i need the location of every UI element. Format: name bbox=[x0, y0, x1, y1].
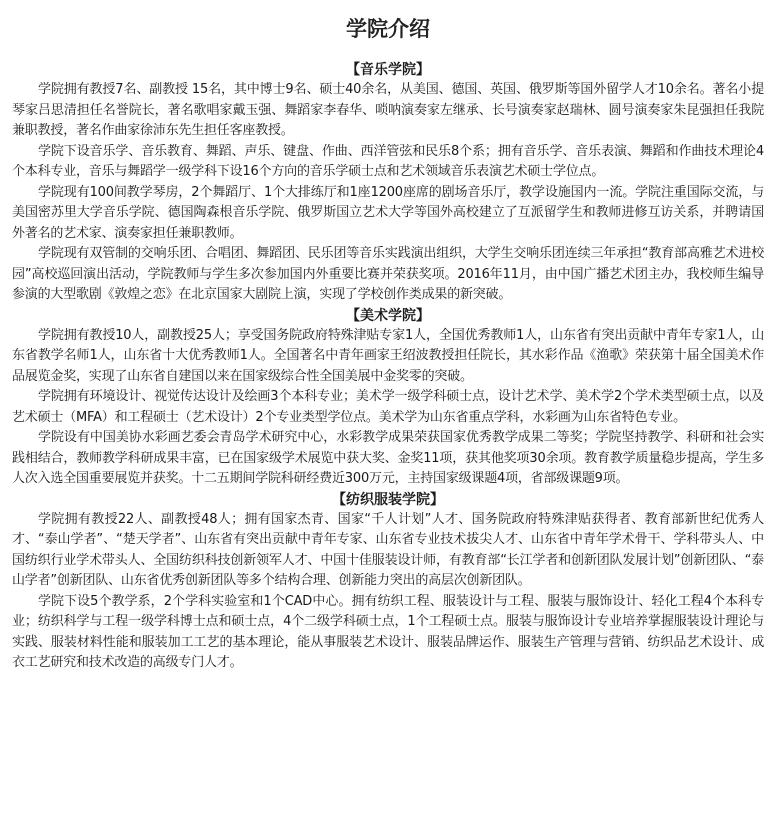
page-title: 学院介绍 bbox=[346, 17, 430, 41]
section-heading-textile-fashion: 【纺织服装学院】 bbox=[332, 491, 444, 508]
textile-paragraph-1: 学院拥有教授22人、副教授48人；拥有国家杰青、国家“千人计划”人才、国务院政府特殊津贴获得者、教育部新世纪优秀人才、“泰山学者”、“楚天学者”、山东省有突出贡献中青年专家、山东省专业技术拔尖人才、山东省中青年学术骨干、学科带头人、中国纺织行业学术带头人、全国纺织科技创新领军人才、中国十佳服装设计师，有教育部“长江学者和创新团队发展计划”创新团队、“泰山学者”创新团队、山东省优秀创新团队等多个结构合理、创新能力突出的高层次创新团队。 bbox=[12, 511, 764, 588]
section-heading-fine-arts: 【美术学院】 bbox=[346, 307, 430, 324]
fine-arts-paragraph-1: 学院拥有教授10人，副教授25人；享受国务院政府特殊津贴专家1人，全国优秀教师1人，山东省有突出贡献中青年专家1人，山东省教学名师1人，山东省十大优秀教师1人。全国著名中青年画家王绍波教授担任院长，其水彩作品《渔歌》荣获第十届全国美术作品展览金奖，实现了山东省自建国以来在国家级综合性全国美展中金奖零的突破。 bbox=[12, 327, 764, 384]
fine-arts-paragraph-3: 学院设有中国美协水彩画艺委会青岛学术研究中心，水彩教学成果荣获国家优秀教学成果二等奖；学院坚持教学、科研和社会实践相结合，教师教学科研成果丰富，已在国家级学术展览中获大奖、金奖11项，获其他奖项30余项。教育教学质量稳步提高，学生多人次入选全国重要展览并获奖。十二五期间学院科研经费近300万元，主持国家级课题4项，省部级课题9项。 bbox=[12, 430, 764, 486]
textile-paragraph-2: 学院下设5个教学系，2个学科实验室和1个CAD中心。拥有纺织工程、服装设计与工程、服装与服饰设计、轻化工程4个本科专业；纺织科学与工程一级学科博士点和硕士点，4个二级学科硕士点，1个工程硕士点。服装与服饰设计专业培养掌握服装设计理论与实践、服装材料性能和服装加工工艺的基本理论，能从事服装艺术设计、服装品牌运作、服装生产管理与营销、纺织品艺术设计、成衣工艺研究和技术改造的高级专门人才。 bbox=[12, 593, 764, 670]
music-paragraph-4: 学院现有双管制的交响乐团、合唱团、舞蹈团、民乐团等音乐实践演出组织，大学生交响乐团连续三年承担“教育部高雅艺术进校园”高校巡回演出活动，学院教师与学生多次参加国内外重要比赛并荣获奖项。2016年11月，由中国广播艺术团主办，我校师生编导参演的大型歌剧《敦煌之恋》在北京国家大剧院上演，实现了学校创作类成果的新突破。 bbox=[12, 246, 764, 302]
music-paragraph-1: 学院拥有教授7名、副教授 15名，其中博士9名、硕士40余名，从美国、德国、英国、俄罗斯等国外留学人才10余名。著名小提琴家吕思清担任名誉院长，著名歌唱家戴玉强、舞蹈家李春华、唢呐演奏家左继承、长号演奏家赵瑞林、圆号演奏家朱昆强担任我院兼职教授，著名作曲家徐沛东先生担任客座教授。 bbox=[12, 82, 764, 138]
fine-arts-paragraph-2: 学院拥有环境设计、视觉传达设计及绘画3个本科专业；美术学一级学科硕士点，设计艺术学、美术学2个学术类型硕士点，以及艺术硕士（MFA）和工程硕士（艺术设计）2个专业类型学位点。美术学为山东省重点学科，水彩画为山东省特色专业。 bbox=[12, 389, 764, 425]
music-paragraph-2: 学院下设音乐学、音乐教育、舞蹈、声乐、键盘、作曲、西洋管弦和民乐8个系；拥有音乐学、音乐表演、舞蹈和作曲技术理论4个本科专业，音乐与舞蹈学一级学科下设16个方向的音乐学硕士点和艺术领域音乐表演艺术硕士学位点。 bbox=[12, 143, 764, 179]
section-music bbox=[12, 60, 764, 306]
section-heading-music: 【音乐学院】 bbox=[346, 62, 430, 78]
music-paragraph-3: 学院现有100间教学琴房，2个舞蹈厅、1个大排练厅和1座1200座席的剧场音乐厅，教学设施国内一流。学院注重国际交流，与美国密苏里大学音乐学院、德国陶森根音乐学院、俄罗斯国立艺术大学等国外高校建立了互派留学生和教师进修互访关系，并聘请国外著名的艺术家、演奏家担任兼职教师。 bbox=[12, 184, 764, 241]
section-fine-arts bbox=[12, 306, 764, 490]
section-textile-fashion bbox=[12, 490, 764, 674]
